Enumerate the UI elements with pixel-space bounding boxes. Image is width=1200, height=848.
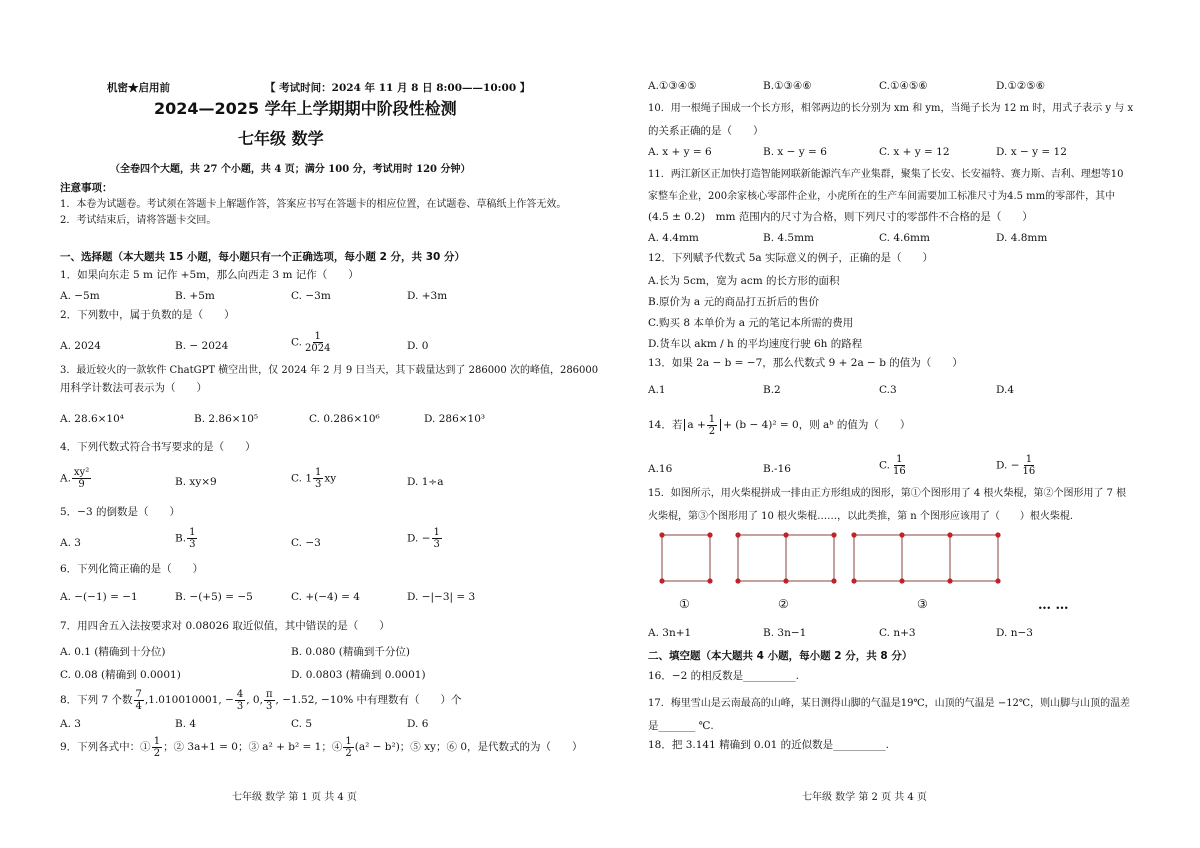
figure-3 bbox=[854, 535, 998, 581]
q14-option-c: C. $\frac{1}{16}$ bbox=[879, 454, 906, 477]
q11-option-c: C. 4.6mm bbox=[879, 232, 930, 244]
q11-option-d: D. 4.8mm bbox=[996, 232, 1048, 244]
q3-option-c: C. 0.286×10⁶ bbox=[309, 413, 380, 425]
q1-option-d: D. +3m bbox=[407, 290, 448, 302]
section-2-title: 二、填空题（本大题共 4 小题，每小题 2 分，共 8 分） bbox=[648, 650, 913, 662]
page-2 bbox=[600, 0, 1200, 848]
page-2-footer: 七年级 数学 第 2 页 共 4 页 bbox=[802, 792, 927, 803]
exam-info: （全卷四个大题，共 27 个小题，共 4 页；满分 100 分，考试用时 120 分钟） bbox=[110, 164, 471, 175]
q2-option-a: A. 2024 bbox=[60, 340, 101, 352]
q1-option-c: C. −3m bbox=[291, 290, 331, 302]
q4-option-a: A. $\frac{\text{xy²}}{9}$ bbox=[60, 467, 90, 490]
q3-option-a: A. 28.6×10⁴ bbox=[60, 413, 125, 425]
q10-stem-2: 的关系正确的是（ ） bbox=[648, 125, 764, 137]
q8-option-a: A. 3 bbox=[60, 718, 81, 730]
q9-stem: 9．下列各式中：① $\frac{1}{2}$ ；② 3a+1 = 0；③ a² + b² = 1；④ $\frac{1}{2}$ (a² − b²)；⑤ xy；⑥ 0，是代数式的为（ ） bbox=[60, 735, 583, 759]
exam-subtitle: 七年级 数学 bbox=[238, 129, 324, 148]
q2-stem: 2．下列数中，属于负数的是（ ） bbox=[60, 309, 235, 321]
page-1-footer: 七年级 数学 第 1 页 共 4 页 bbox=[232, 792, 357, 803]
confidential-mark: 机密★启用前 bbox=[107, 82, 170, 94]
q6-stem: 6．下列化简正确的是（ ） bbox=[60, 563, 204, 575]
q13-option-d: D.4 bbox=[996, 384, 1015, 396]
q10-stem-1: 10．用一根绳子围成一个长方形，相邻两边的长分别为 xm 和 ym，当绳子长为 12 m 时，用式子表示 y 与 x bbox=[648, 103, 1134, 114]
exam-title: 2024—2025 学年上学期期中阶段性检测 bbox=[154, 99, 457, 118]
q11-stem-2: 家整车企业，200余家核心零部件企业，小虎所在的生产车间需要加工标准尺寸为4.5 mm的零部件，其中 bbox=[648, 191, 1116, 202]
q5-stem: 5．−3 的倒数是（ ） bbox=[60, 506, 180, 518]
q15-option-a: A. 3n+1 bbox=[648, 627, 692, 639]
q7-option-c: C. 0.08 (精确到 0.0001) bbox=[60, 669, 181, 681]
q3-stem-1: 3．最近较火的一款软件 ChatGPT 横空出世，仅 2024 年 2 月 9 日当天，其下载量达到了 286000 次的峰值，286000 bbox=[60, 365, 599, 376]
q4-stem: 4．下列代数式符合书写要求的是（ ） bbox=[60, 441, 256, 453]
q10-option-a: A. x + y = 6 bbox=[648, 146, 712, 158]
q13-stem: 13．如果 2a − b = −7，那么代数式 9 + 2a − b 的值为（ ） bbox=[648, 357, 963, 369]
exam-time: 【 考试时间：2024 年 11 月 8 日 8:00——10:00 】 bbox=[265, 82, 531, 94]
q14-stem: 14．若 a + $\frac{1}{2}$ + (b − 4)² = 0，则 aᵇ 的值为（ ） bbox=[648, 413, 911, 437]
q12-option-a: A.长为 5cm，宽为 acm 的长方形的面积 bbox=[648, 275, 840, 287]
figure-2-label: ② bbox=[778, 597, 789, 611]
q11-option-a: A. 4.4mm bbox=[648, 232, 699, 244]
q4-option-c: C. 1 $\frac{1}{3}$ xy bbox=[291, 467, 337, 490]
q13-option-b: B.2 bbox=[763, 384, 781, 396]
q11-option-b: B. 4.5mm bbox=[763, 232, 815, 244]
q14-option-a: A.16 bbox=[648, 463, 673, 475]
q9-option-c: C.①④⑤⑥ bbox=[879, 80, 928, 92]
q15-stem-1: 15．如图所示，用火柴棍拼成一排由正方形组成的图形，第①个图形用了 4 根火柴棍，第②个图形用了 7 根 bbox=[648, 488, 1127, 499]
q11-stem-1: 11．两江新区正加快打造智能网联新能源汽车产业集群，聚集了长安、长安福特、赛力斯、吉利、理想等10 bbox=[648, 169, 1124, 180]
notice-1: 1．本卷为试题卷。考试须在答题卡上解题作答，答案应书写在答题卡的相应位置，在试题卷、草稿纸上作答无效。 bbox=[60, 199, 567, 210]
q3-option-b: B. 2.86×10⁵ bbox=[194, 413, 259, 425]
q7-option-d: D. 0.0803 (精确到 0.0001) bbox=[291, 669, 426, 681]
q13-option-c: C.3 bbox=[879, 384, 897, 396]
q1-stem: 1．如果向东走 5 m 记作 +5m，那么向西走 3 m 记作（ ） bbox=[60, 269, 359, 281]
q7-option-b: B. 0.080 (精确到千分位) bbox=[291, 646, 410, 658]
figure-1-label: ① bbox=[679, 597, 690, 611]
q15-option-d: D. n−3 bbox=[996, 627, 1033, 639]
q5-option-c: C. −3 bbox=[291, 537, 321, 549]
q5-option-a: A. 3 bbox=[60, 537, 81, 549]
q9-option-a: A.①③④⑤ bbox=[648, 80, 697, 92]
q13-option-a: A.1 bbox=[648, 384, 666, 396]
q7-stem: 7．用四舍五入法按要求对 0.08026 取近似值，其中错误的是（ ） bbox=[60, 620, 390, 632]
q14-option-b: B.-16 bbox=[763, 463, 791, 475]
q15-stem-2: 火柴棍，第③个图形用了 10 根火柴棍……，以此类推，第 n 个图形应该用了（ ）根火柴棍. bbox=[648, 511, 1074, 522]
figure-1 bbox=[662, 535, 710, 581]
q15-option-b: B. 3n−1 bbox=[763, 627, 807, 639]
q14-option-d: D. − $\frac{1}{16}$ bbox=[996, 454, 1036, 477]
q12-option-c: C.购买 8 本单价为 a 元的笔记本所需的费用 bbox=[648, 317, 854, 329]
figure-3-label: ③ bbox=[917, 597, 928, 611]
q18: 18．把 3.141 精确到 0.01 的近似数是__________. bbox=[648, 739, 889, 751]
q15-option-c: C. n+3 bbox=[879, 627, 916, 639]
q2-option-d: D. 0 bbox=[407, 340, 429, 352]
q7-option-a: A. 0.1 (精确到十分位) bbox=[60, 646, 166, 658]
q9-option-b: B.①③④⑥ bbox=[763, 80, 812, 92]
q10-option-b: B. x − y = 6 bbox=[763, 146, 827, 158]
q1-option-b: B. +5m bbox=[175, 290, 215, 302]
q9-option-d: D.①②⑤⑥ bbox=[996, 80, 1046, 92]
q12-option-d: D.货车以 akm / h 的平均速度行驶 6h 的路程 bbox=[648, 338, 863, 350]
figure-ellipsis: … … bbox=[1038, 598, 1069, 613]
q4-option-d: D. 1÷a bbox=[407, 476, 444, 488]
q17-line-1: 17．梅里雪山是云南最高的山峰，某日测得山脚的气温是19℃，山顶的气温是 −12℃，则山脚与山顶的温差 bbox=[648, 698, 1131, 709]
q5-option-d: D. − $\frac{1}{3}$ bbox=[407, 527, 440, 550]
notice-title: 注意事项： bbox=[60, 182, 113, 194]
q11-stem-3: (4.5 ± 0.2) mm 范围内的尺寸为合格，则下列尺寸的零部件不合格的是（ ） bbox=[648, 211, 1033, 223]
figure-2 bbox=[738, 535, 834, 581]
q2-option-b: B. − 2024 bbox=[175, 340, 229, 352]
q6-option-c: C. +(−4) = 4 bbox=[291, 591, 360, 603]
q1-option-a: A. −5m bbox=[60, 290, 100, 302]
q3-option-d: D. 286×10³ bbox=[424, 413, 486, 425]
q2-option-c: C. $\frac{1}{2024}$ bbox=[291, 331, 331, 354]
q8-option-d: D. 6 bbox=[407, 718, 429, 730]
q3-stem-2: 用科学计数法可表示为（ ） bbox=[60, 382, 207, 394]
q12-option-b: B.原价为 a 元的商品打五折后的售价 bbox=[648, 296, 819, 308]
q8-option-c: C. 5 bbox=[291, 718, 313, 730]
q17-line-2: 是_______ ℃. bbox=[648, 720, 714, 732]
q10-option-c: C. x + y = 12 bbox=[879, 146, 950, 158]
q8-stem: 8．下列 7 个数 $\frac{7}{4}$ ,1.010010001, − $\frac{4}{3}$ , 0, $\frac{\pi}{3}$ , −1.52, −10% 中有理数有（ ）个 bbox=[60, 688, 462, 712]
q6-option-d: D. −|−3| = 3 bbox=[407, 591, 476, 603]
section-1-title: 一、选择题（本大题共 15 小题，每小题只有一个正确选项，每小题 2 分，共 30 分） bbox=[60, 251, 465, 263]
q4-option-b: B. xy×9 bbox=[175, 476, 217, 488]
notice-2: 2．考试结束后，请将答题卡交回。 bbox=[60, 215, 217, 226]
q6-option-b: B. −(+5) = −5 bbox=[175, 591, 253, 603]
q16: 16．−2 的相反数是__________. bbox=[648, 670, 800, 682]
q12-stem: 12．下列赋予代数式 5a 实际意义的例子，正确的是（ ） bbox=[648, 252, 933, 264]
q6-option-a: A. −(−1) = −1 bbox=[60, 591, 138, 603]
q5-option-b: B. $\frac{1}{3}$ bbox=[175, 527, 196, 550]
q8-option-b: B. 4 bbox=[175, 718, 197, 730]
q10-option-d: D. x − y = 12 bbox=[996, 146, 1067, 158]
